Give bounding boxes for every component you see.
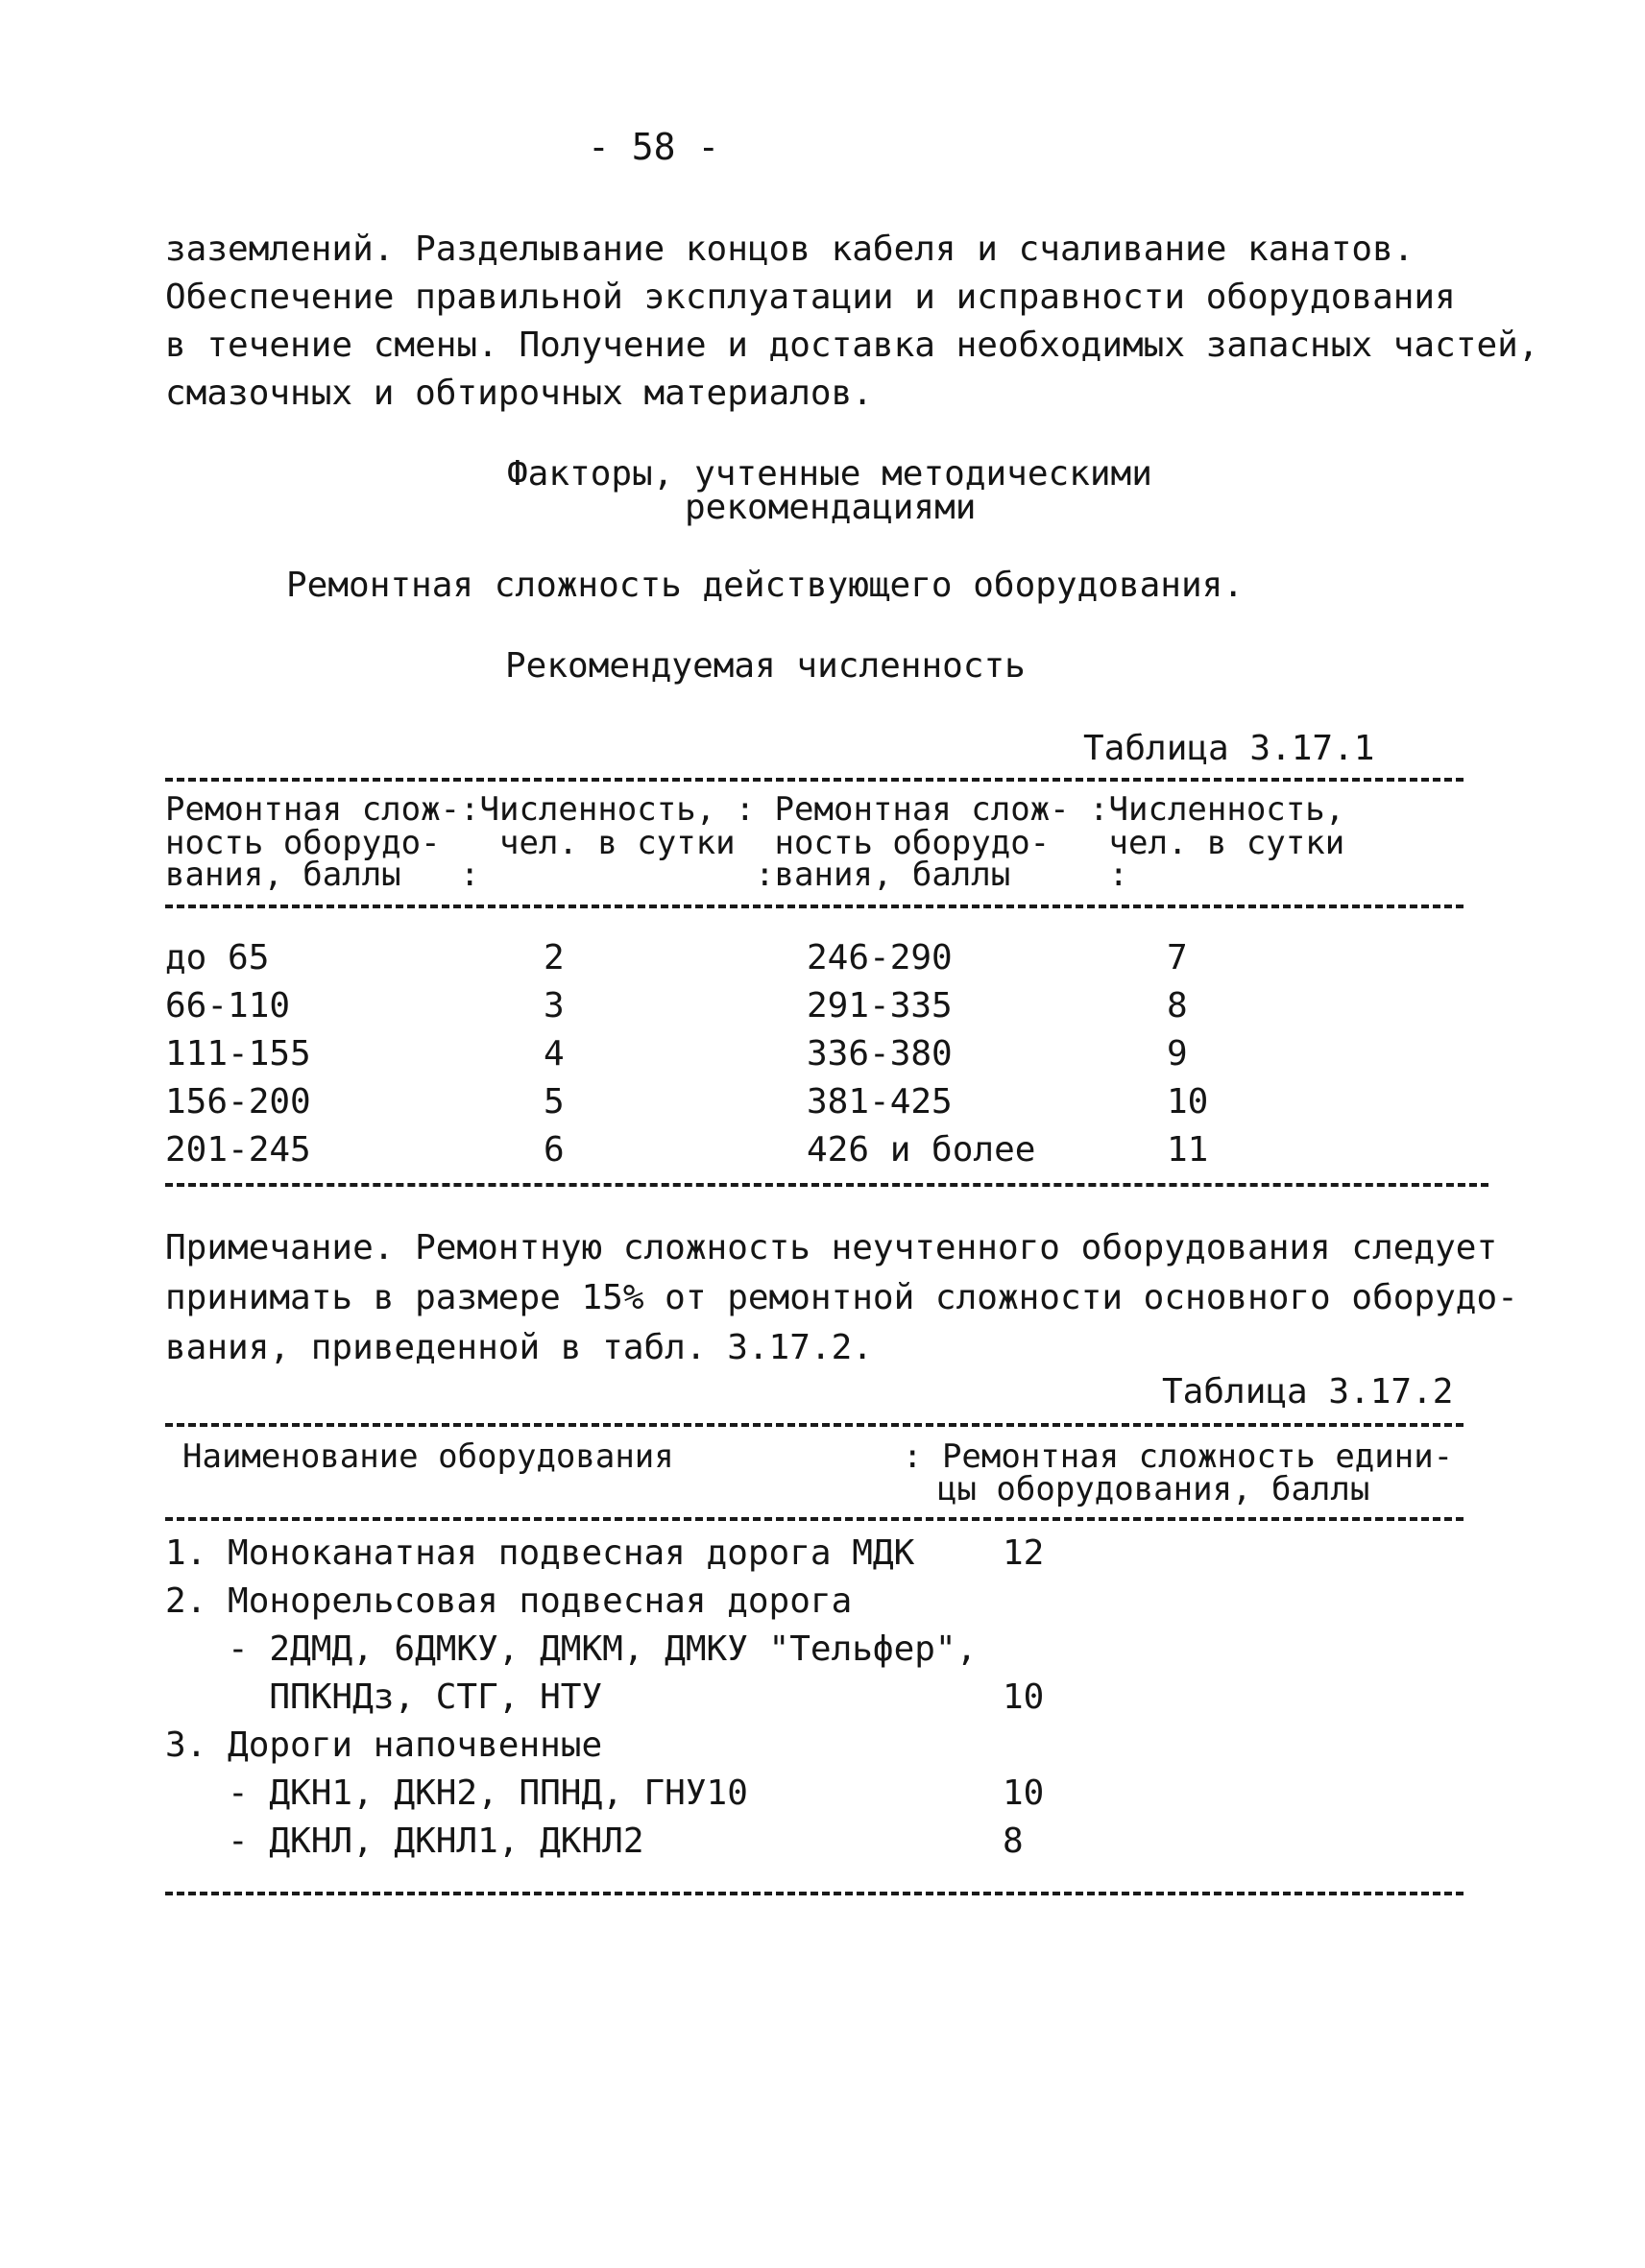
factors-heading: Факторы, учтенные методическими	[507, 454, 1152, 494]
recommended-heading: Рекомендуемая численность	[505, 646, 1026, 686]
table1-header-line: Ремонтная слож-:Численность, : Ремонтная слож- :Численность,	[165, 790, 1345, 829]
table-cell: 2	[544, 938, 565, 977]
table2-header-name: Наименование оборудования	[182, 1437, 674, 1476]
table-cell: 5	[544, 1082, 565, 1122]
table2-header-rule	[165, 1517, 1464, 1521]
table1-bottom-rule	[165, 1183, 1488, 1187]
table-cell: 336-380	[807, 1034, 953, 1074]
table-cell: 8	[1167, 986, 1188, 1025]
note-line: Примечание. Ремонтную сложность неучтенного оборудования следует	[165, 1228, 1498, 1267]
note-line: вания, приведенной в табл. 3.17.2.	[165, 1328, 873, 1367]
table1-header-line: вания, баллы : :вания, баллы :	[165, 856, 1129, 894]
table-cell: 381-425	[807, 1082, 953, 1122]
intro-line: Обеспечение правильной эксплуатации и исправности оборудования	[165, 277, 1456, 317]
table-cell: 156-200	[165, 1082, 311, 1122]
factor-item: Ремонтная сложность действующего оборудования.	[286, 566, 1244, 605]
table-cell: 201-245	[165, 1130, 311, 1170]
equipment-name: 3. Дороги напочвенные	[165, 1725, 603, 1765]
table-cell: 10	[1167, 1082, 1209, 1122]
equipment-score: 10	[1003, 1677, 1045, 1717]
intro-line: в течение смены. Получение и доставка необходимых запасных частей,	[165, 326, 1539, 365]
intro-line: заземлений. Разделывание концов кабеля и счаливание канатов.	[165, 229, 1415, 269]
equipment-score: 8	[1003, 1822, 1024, 1861]
equipment-score: 10	[1003, 1773, 1045, 1813]
table2-header-score: : Ремонтная сложность едини-	[903, 1437, 1454, 1476]
table-cell: 11	[1167, 1130, 1209, 1170]
table-cell: 291-335	[807, 986, 953, 1025]
equipment-name: - 2ДМД, 6ДМКУ, ДМКМ, ДМКУ "Тельфер",	[165, 1629, 978, 1669]
page-number: - 58 -	[588, 126, 720, 168]
table1-top-rule	[165, 778, 1464, 782]
equipment-name: - ДКН1, ДКН2, ППНД, ГНУ10	[165, 1773, 748, 1813]
note-line: принимать в размере 15% от ремонтной сложности основного оборудо-	[165, 1278, 1518, 1317]
table1-header-line: ность оборудо- чел. в сутки ность оборудо- чел. в сутки	[165, 824, 1345, 862]
table-cell: 7	[1167, 938, 1188, 977]
intro-line: смазочных и обтирочных материалов.	[165, 374, 873, 413]
table2-caption: Таблица 3.17.2	[1162, 1372, 1454, 1411]
table2-header-score-cont: цы оборудования, баллы	[937, 1470, 1370, 1508]
table2-bottom-rule	[165, 1892, 1464, 1895]
factors-heading-cont: рекомендациями	[685, 488, 977, 527]
equipment-name: 1. Моноканатная подвесная дорога МДК	[165, 1533, 915, 1573]
equipment-name: 2. Монорельсовая подвесная дорога	[165, 1581, 853, 1621]
table-cell: до 65	[165, 938, 270, 977]
table-cell: 111-155	[165, 1034, 311, 1074]
table1-caption: Таблица 3.17.1	[1083, 729, 1375, 768]
table1-header-rule	[165, 905, 1464, 908]
table-cell: 426 и более	[807, 1130, 1036, 1170]
equipment-name: ППКНДз, СТГ, НТУ	[165, 1677, 603, 1717]
table-cell: 9	[1167, 1034, 1188, 1074]
table-cell: 3	[544, 986, 565, 1025]
table-cell: 6	[544, 1130, 565, 1170]
table-cell: 246-290	[807, 938, 953, 977]
equipment-name: - ДКНЛ, ДКНЛ1, ДКНЛ2	[165, 1822, 644, 1861]
table2-top-rule	[165, 1423, 1464, 1427]
equipment-score: 12	[1003, 1533, 1045, 1573]
table-cell: 4	[544, 1034, 565, 1074]
table-cell: 66-110	[165, 986, 291, 1025]
